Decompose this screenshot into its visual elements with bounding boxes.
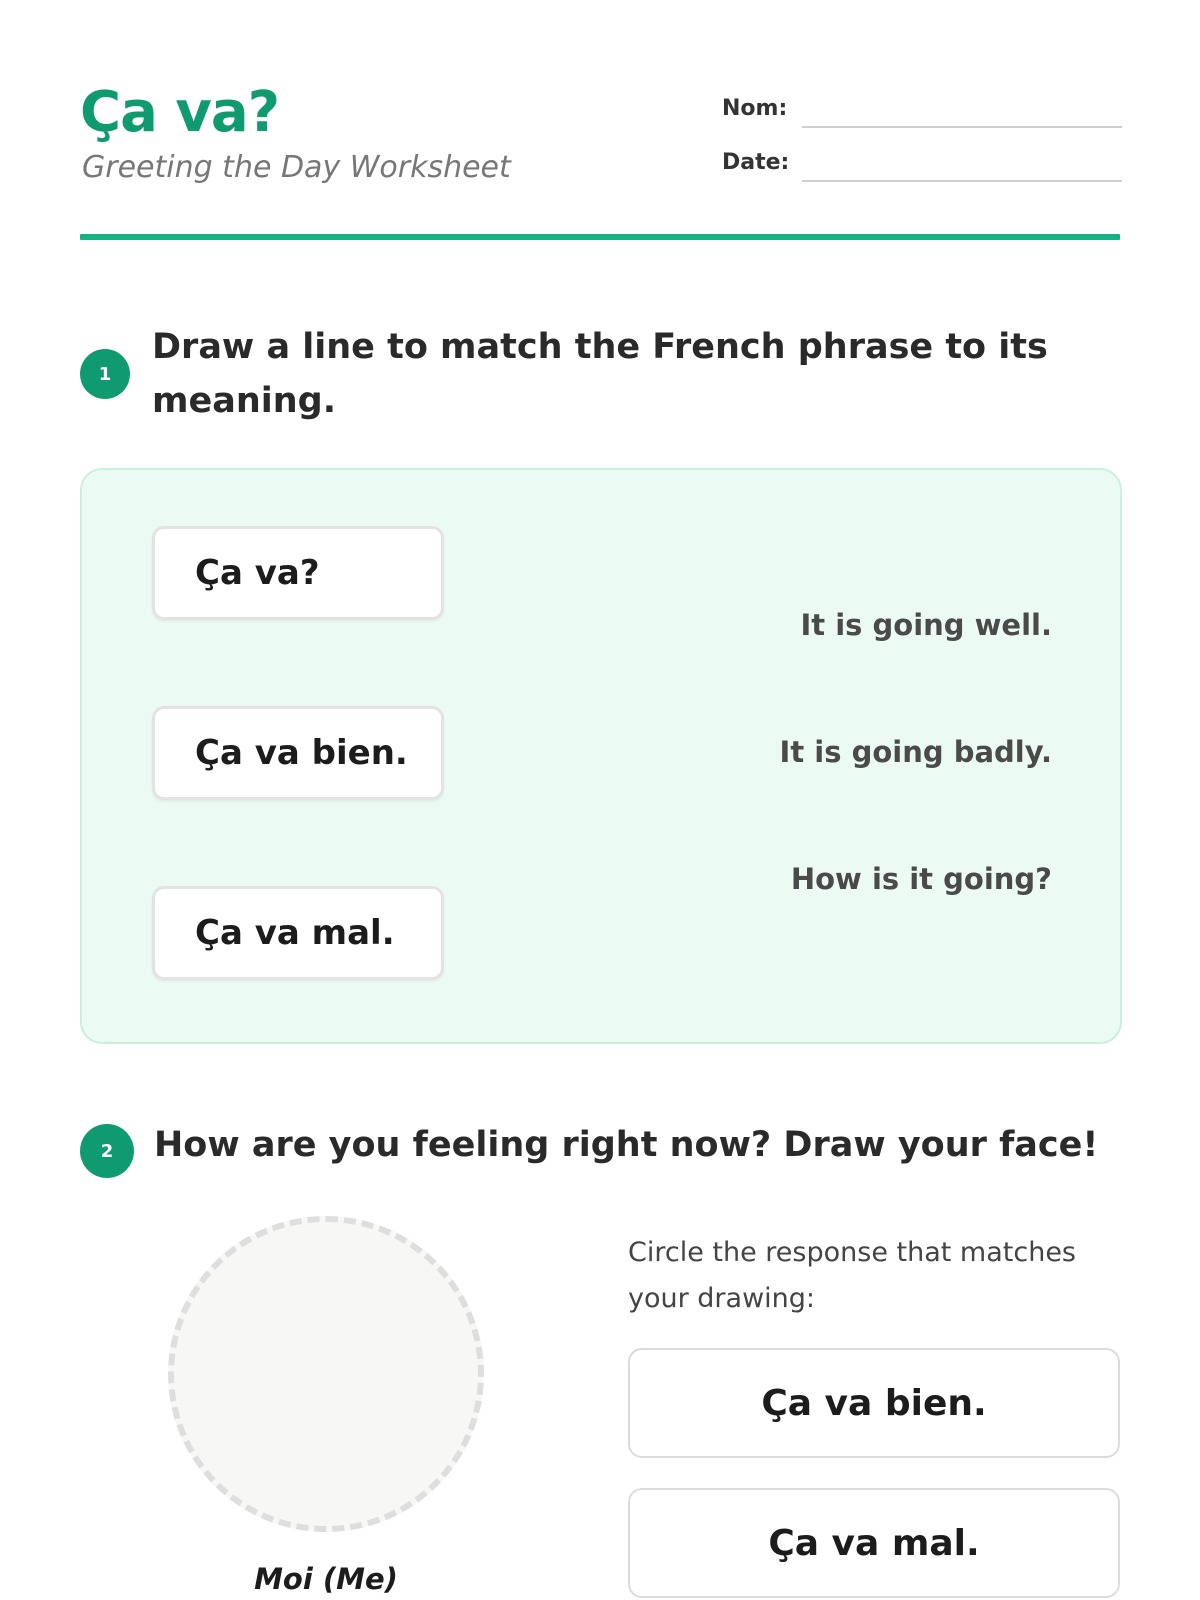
meaning-going-well[interactable]: It is going well. (800, 608, 1052, 642)
phrase-card-ca-va[interactable]: Ça va? (152, 526, 444, 620)
section-1-instruction: Draw a line to match the French phrase to its meaning. (152, 327, 1048, 421)
meaning-going-badly[interactable]: It is going badly. (779, 735, 1052, 769)
worksheet-subtitle: Greeting the Day Worksheet (82, 150, 511, 185)
response-option-ca-va-bien[interactable]: Ça va bien. (628, 1348, 1120, 1458)
circle-response-instruction: Circle the response that matches your drawing: (628, 1237, 1076, 1314)
section-1-number-badge: 1 (80, 349, 130, 399)
meaning-how-is-it-going[interactable]: How is it going? (790, 862, 1052, 896)
face-drawing-area[interactable] (168, 1216, 484, 1532)
face-caption: Moi (Me) (254, 1562, 398, 1596)
phrase-card-ca-va-bien[interactable]: Ça va bien. (152, 706, 444, 800)
name-label: Nom: (722, 96, 788, 121)
name-field[interactable] (802, 126, 1122, 128)
response-option-ca-va-mal[interactable]: Ça va mal. (628, 1488, 1120, 1598)
section-2-instruction: How are you feeling right now? Draw your face! (154, 1125, 1099, 1165)
worksheet-title: Ça va? (80, 80, 280, 145)
phrase-card-ca-va-mal[interactable]: Ça va mal. (152, 886, 444, 980)
section-2-number-badge: 2 (80, 1124, 134, 1178)
date-label: Date: (722, 150, 790, 175)
header-divider (80, 234, 1120, 240)
date-field[interactable] (802, 180, 1122, 182)
